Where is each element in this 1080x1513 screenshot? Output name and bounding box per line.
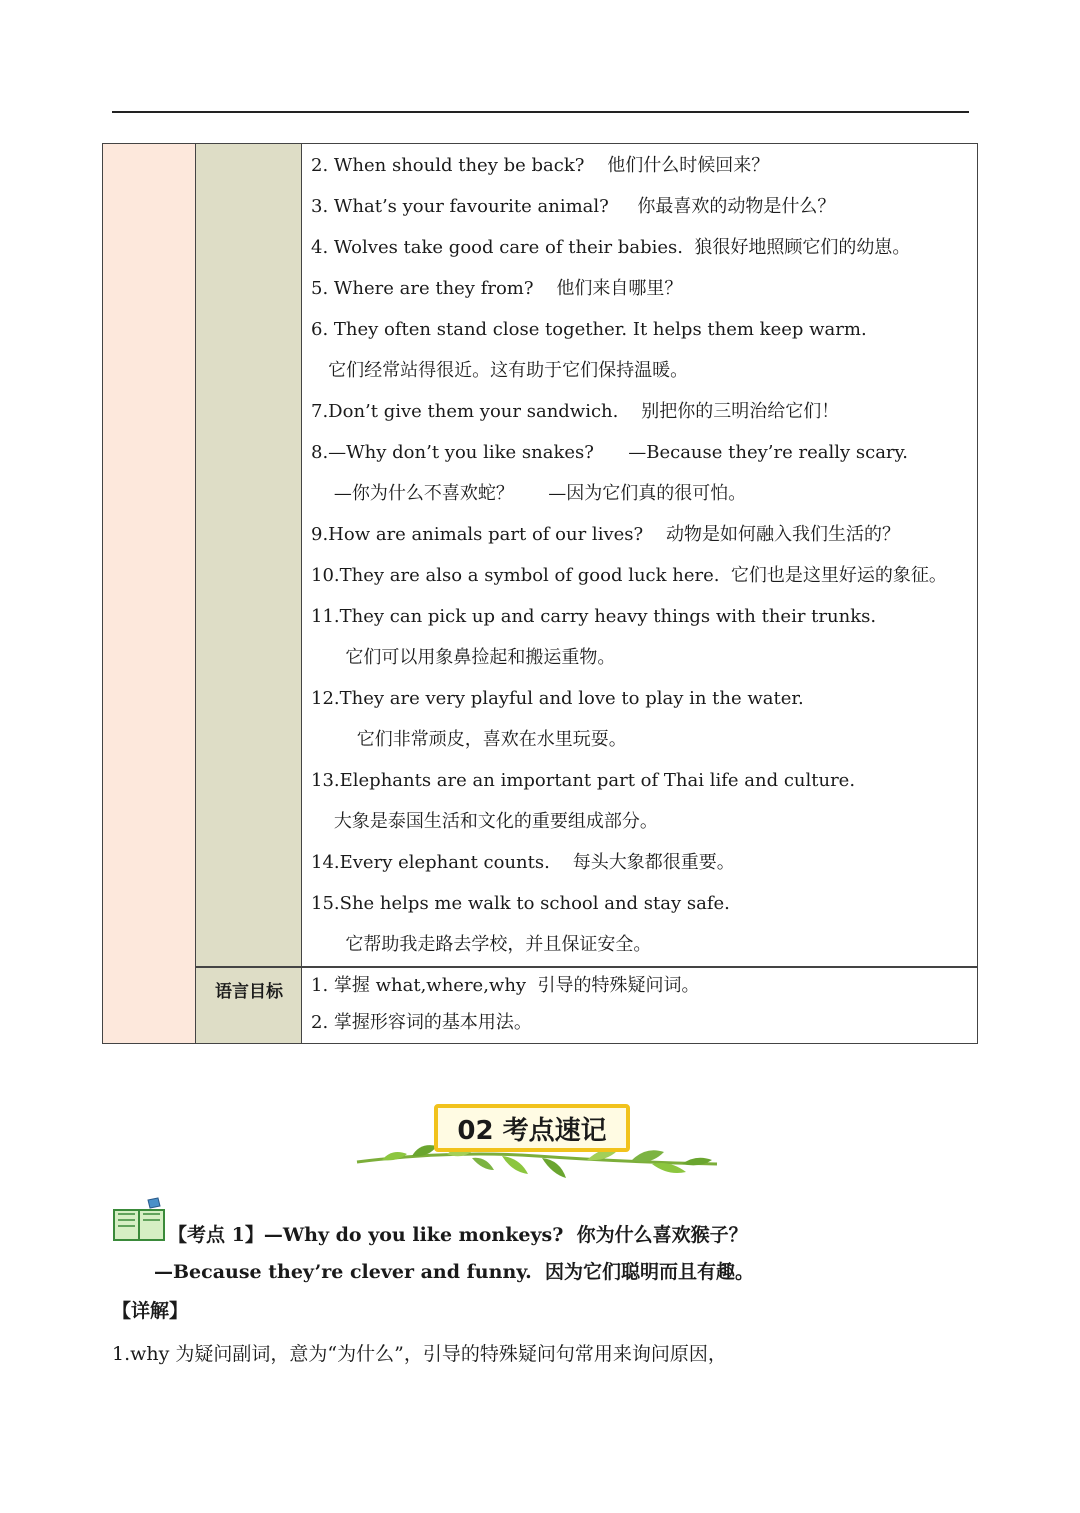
sentence-line: 5. Where are they from? 他们来自哪里？	[311, 278, 683, 299]
sentence-line: 10.They are also a symbol of good luck here. 它们也是这里好运的象征。	[311, 565, 947, 586]
sentence-line: 12.They are very playful and love to play in the water.	[311, 688, 804, 709]
section-banner	[352, 1098, 722, 1190]
table-col-label	[196, 144, 302, 1043]
lang-goal-item: 1. 掌握 what,where,why 引导的特殊疑问词。	[311, 975, 700, 996]
sentence-line: —你为什么不喜欢蛇？ —因为它们真的很可怕。	[311, 483, 747, 504]
sentence-line: 它们非常顽皮，喜欢在水里玩耍。	[311, 729, 627, 750]
sentence-line: 9.How are animals part of our lives? 动物是如何融入我们生活的？	[311, 524, 901, 545]
sentence-line: 2. When should they be back? 他们什么时候回来？	[311, 155, 770, 176]
lang-goal-label: 语言目标	[215, 982, 283, 1002]
open-book-icon	[112, 1196, 166, 1244]
sentence-line: 8.—Why don’t you like snakes? —Because they’re really scary.	[311, 442, 909, 463]
sentence-line: 大象是泰国生活和文化的重要组成部分。	[311, 811, 658, 832]
row-divider	[196, 966, 977, 968]
sentence-line: 它们可以用象鼻捡起和搬运重物。	[311, 647, 616, 668]
sentence-line: 11.They can pick up and carry heavy things with their trunks.	[311, 606, 877, 627]
sentence-line: 7.Don’t give them your sandwich. 别把你的三明治给它们！	[311, 401, 840, 422]
lang-goal-item: 2. 掌握形容词的基本用法。	[311, 1012, 532, 1033]
table-col-category	[103, 144, 196, 1043]
sentence-line: 3. What’s your favourite animal? 你最喜欢的动物是什么？	[311, 196, 836, 217]
point1-question: 【考点 1】—Why do you like monkeys? 你为什么喜欢猴子？	[168, 1224, 748, 1246]
sentence-line: 15.She helps me walk to school and stay safe.	[311, 893, 730, 914]
sentence-line: 14.Every elephant counts. 每头大象都很重要。	[311, 852, 735, 873]
detail-heading: 【详解】	[112, 1300, 189, 1322]
sentence-line: 4. Wolves take good care of their babies. 狼很好地照顾它们的幼崽。	[311, 237, 911, 258]
sentence-line: 它们经常站得很近。这有助于它们保持温暖。	[311, 360, 689, 381]
sentence-line: 13.Elephants are an important part of Thai life and culture.	[311, 770, 856, 791]
sentence-line: 它帮助我走路去学校，并且保证安全。	[311, 934, 652, 955]
point1-answer: —Because they’re clever and funny. 因为它们聪明而且有趣。	[154, 1261, 754, 1283]
section-title: 02 考点速记	[457, 1116, 607, 1146]
header-rule	[112, 111, 969, 113]
detail-paragraph: 1.why 为疑问副词，意为“为什么”，引导的特殊疑问句常用来询问原因，	[112, 1343, 727, 1365]
sentence-line: 6. They often stand close together. It helps them keep warm.	[311, 319, 867, 340]
